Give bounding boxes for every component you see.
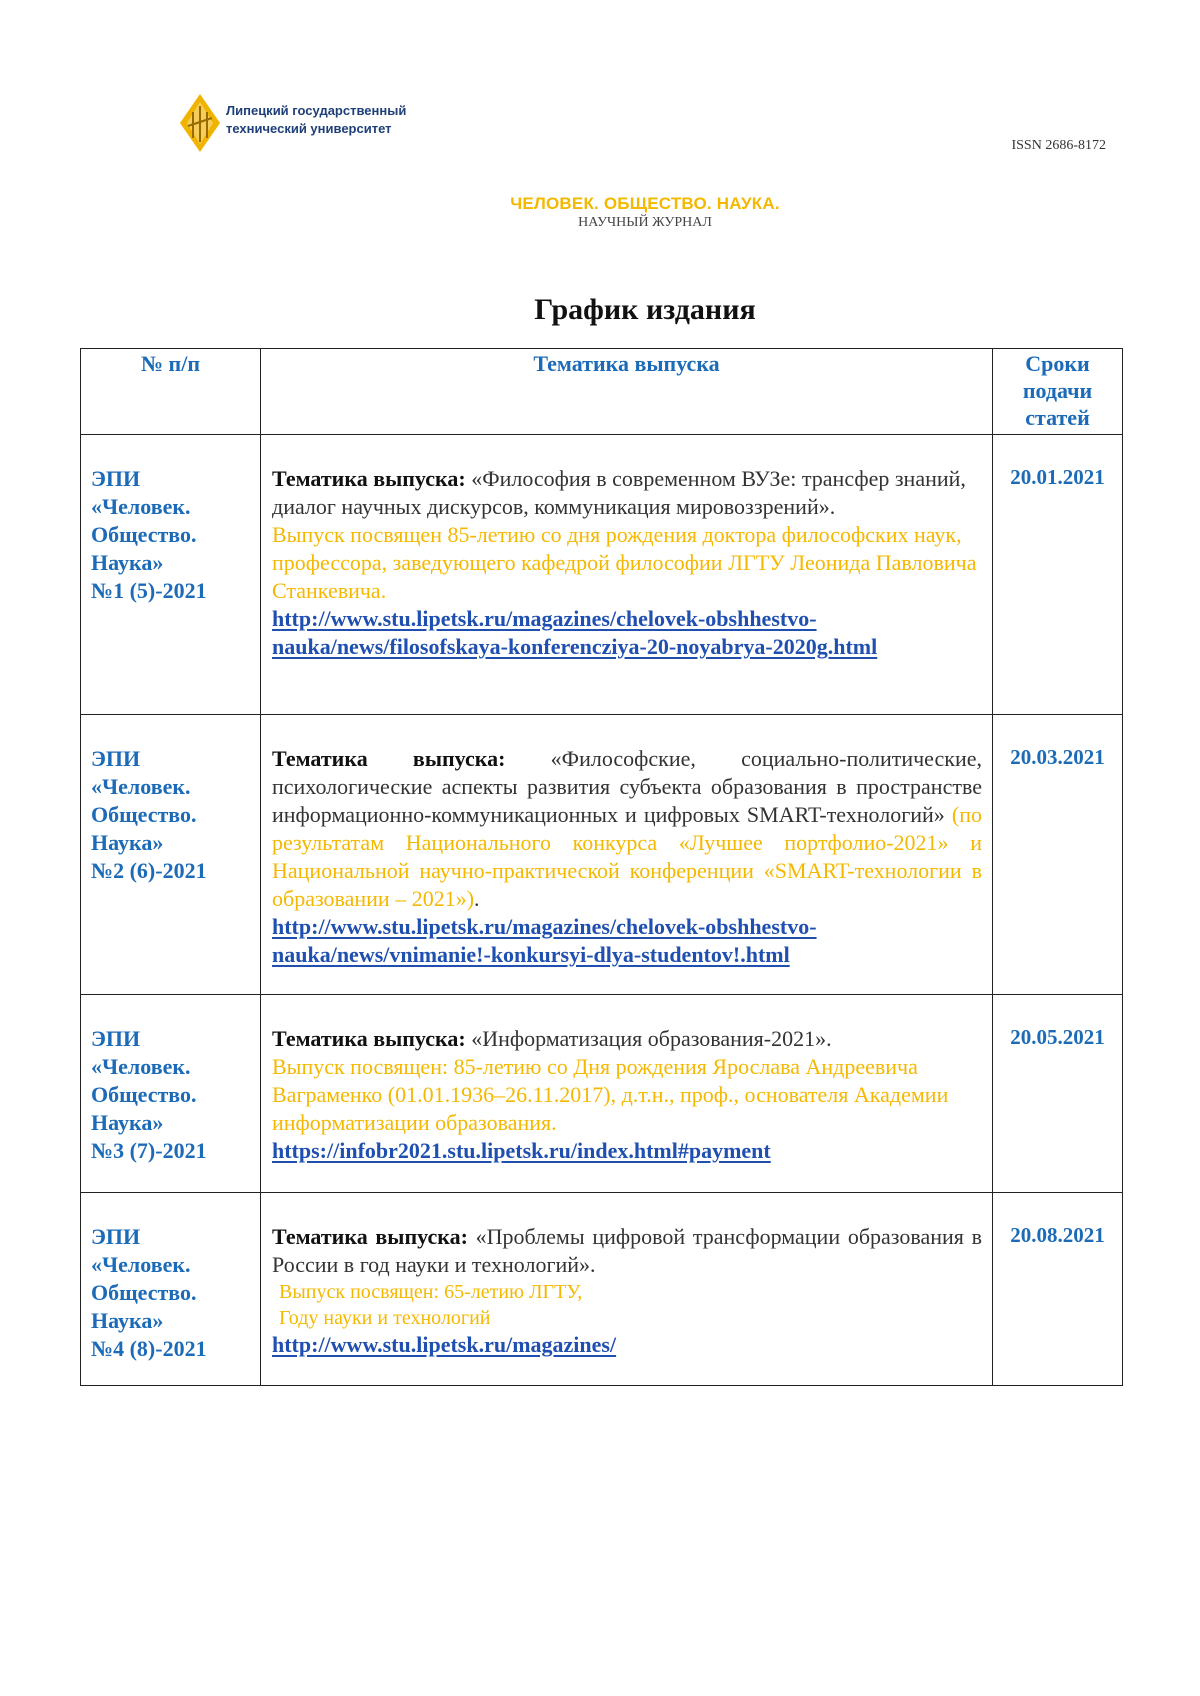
issue-line: Наука» [91,830,164,855]
topic-label: Тематика выпуска: [272,1224,468,1249]
issue-topic [261,995,993,1193]
topic-text: «Информатизация образования-2021». [465,1026,832,1051]
header-number: № п/п [81,349,261,435]
schedule-table [80,348,1123,1386]
topic-paragraph [272,745,982,913]
dedication-line: Году науки и технологий [279,1307,491,1329]
header-topic: Тематика выпуска [261,349,993,435]
issue-line: «Человек. [91,1252,191,1277]
journal-title: ЧЕЛОВЕК. ОБЩЕСТВО. НАУКА. [510,194,780,213]
issue-line: Общество. [91,522,197,547]
issue-line: «Человек. [91,1054,191,1079]
topic-paragraph [272,1223,982,1279]
issue-link[interactable]: https://infobr2021.stu.lipetsk.ru/index.html#payment [272,1138,771,1163]
issue-link[interactable]: http://www.stu.lipetsk.ru/magazines/chelovek-obshhestvo-nauka/news/vnimanie!-konkursyi-dlya-studentov!.html [272,914,817,967]
topic-label: Тематика выпуска: [272,746,506,771]
issue-line: «Человек. [91,494,191,519]
topic-paragraph [272,465,982,521]
issue-line: №1 (5)-2021 [91,578,207,603]
issue-line: Наука» [91,1110,164,1135]
header-deadline: Сроки подачи статей [993,349,1123,435]
issue-number [81,435,261,715]
issue-line: ЭПИ [91,1224,141,1249]
topic-text: «Проблемы цифровой трансформации образования в России в год науки и технологий». [272,1224,982,1277]
topic-text: «Философия в современном ВУЗе: трансфер знаний, диалог научных дискурсов, коммуникация мировоззрений». [272,466,966,519]
issue-line: ЭПИ [91,746,141,771]
table-row [81,715,1123,995]
topic-label: Тематика выпуска: [272,1026,466,1051]
issue-line: Наука» [91,1308,164,1333]
issue-line: Наука» [91,550,164,575]
table-header-row [81,349,1123,435]
logo-line-2: технический университет [226,121,392,136]
issue-number [81,715,261,995]
issue-line: Общество. [91,1280,197,1305]
deadline-date: 20.08.2021 [993,1193,1123,1386]
deadline-date: 20.01.2021 [993,435,1123,715]
deadline-date: 20.03.2021 [993,715,1123,995]
dedication-text: Выпуск посвящен 85-летию со дня рождения доктора философских наук, профессора, заведующего кафедрой философии ЛГТУ Леонида Павловича Станкевича. [272,522,977,603]
issn: ISSN 2686-8172 [1011,138,1106,153]
issue-line: «Человек. [91,774,191,799]
page-title: График издания [534,293,756,326]
table-row [81,1193,1123,1386]
logo-line-1: Липецкий государственный [226,103,407,118]
issue-topic [261,1193,993,1386]
issue-link[interactable]: http://www.stu.lipetsk.ru/magazines/chelovek-obshhestvo-nauka/news/filosofskaya-konferencziya-20-noyabrya-2020g.html [272,606,878,659]
topic-text: «Философские, социально-политические, психологические аспекты развития субъекта образования в пространстве информационно-коммуникационных и цифровых SMART-технологий» [272,746,982,827]
university-logo [178,92,406,154]
table-row [81,995,1123,1193]
university-emblem-icon [178,92,222,154]
issue-line: №4 (8)-2021 [91,1336,207,1361]
topic-label: Тематика выпуска: [272,466,466,491]
issue-topic [261,435,993,715]
journal-subtitle: НАУЧНЫЙ ЖУРНАЛ [578,215,712,230]
journal-header [0,194,1200,231]
dedication-text: Выпуск посвящен: 85-летию со Дня рождения Ярослава Андреевича Ваграменко (01.01.1936–26.11.2017), д.т.н., проф., основателя Академии информатизации образования. [272,1054,949,1135]
issue-number [81,1193,261,1386]
deadline-date: 20.05.2021 [993,995,1123,1193]
topic-paragraph [272,1025,982,1053]
issue-line: Общество. [91,802,197,827]
issue-line: №2 (6)-2021 [91,858,207,883]
table-row [81,435,1123,715]
issue-topic [261,715,993,995]
dedication-text: (по результатам Национального конкурса «Лучшее портфолио-2021» и Национальной научно-практической конференции «SMART-технологии в образовании – 2021») [272,802,982,911]
issue-line: Общество. [91,1082,197,1107]
issue-line: №3 (7)-2021 [91,1138,207,1163]
dedication-line: Выпуск посвящен: 65-летию ЛГТУ, [279,1281,583,1303]
issue-line: ЭПИ [91,1026,141,1051]
dedication-end: . [474,886,480,911]
issue-line: ЭПИ [91,466,141,491]
logo-text [226,102,406,138]
issue-number [81,995,261,1193]
issue-link[interactable]: http://www.stu.lipetsk.ru/magazines/ [272,1332,617,1357]
